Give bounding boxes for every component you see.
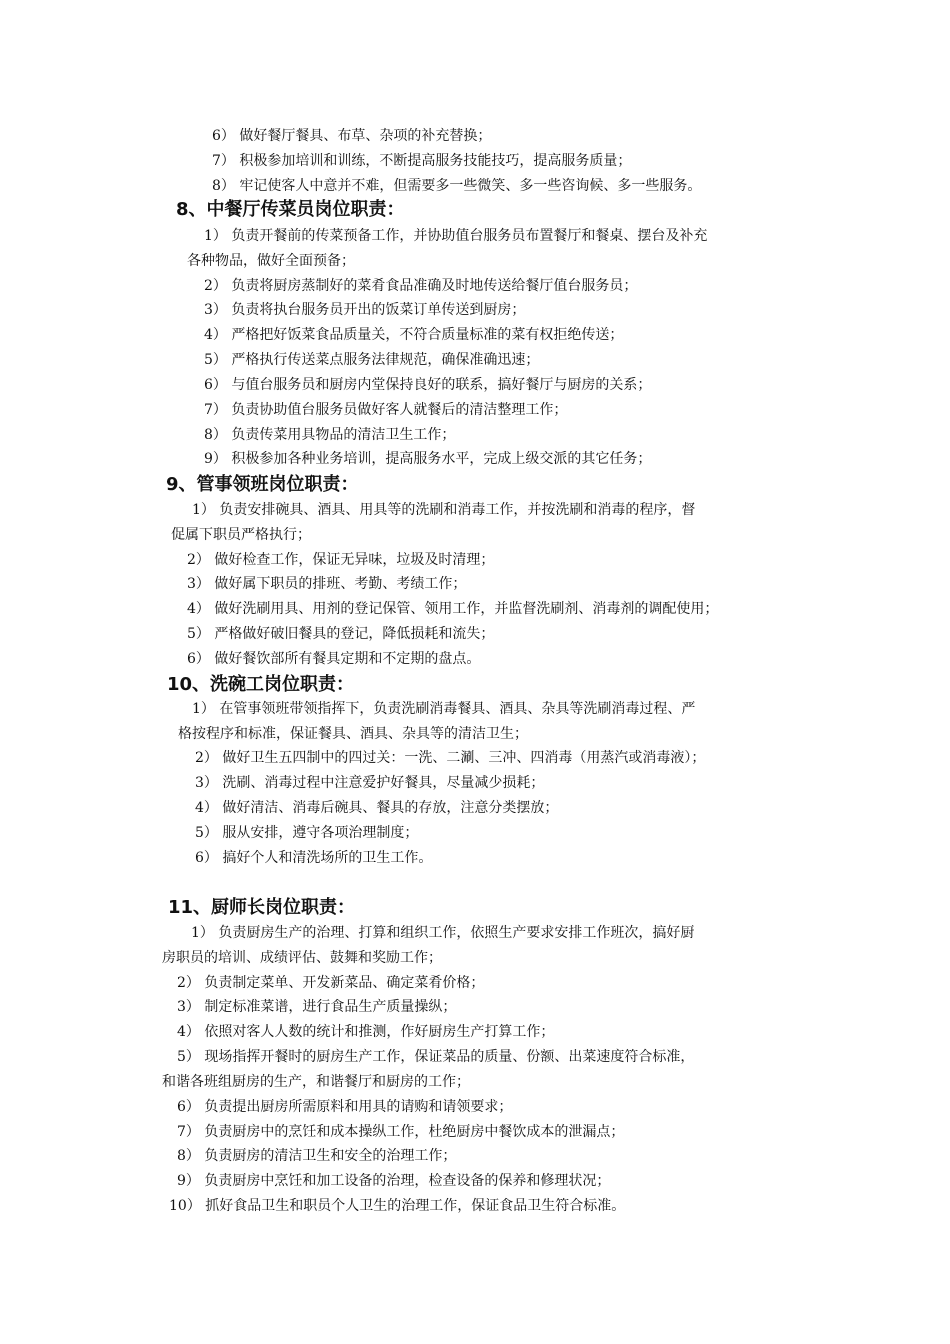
list-item: 7） 负责厨房中的烹饪和成本操纵工作，杜绝厨房中餐饮成本的泄漏点； xyxy=(177,1124,625,1140)
list-item: 9） 负责厨房中烹饪和加工设备的治理，检查设备的保养和修理状况； xyxy=(177,1173,611,1189)
list-item: 6） 搞好个人和清洗场所的卫生工作。 xyxy=(195,850,433,866)
list-item: 3） 制定标准菜谱，进行食品生产质量操纵； xyxy=(177,999,457,1015)
list-item: 8） 负责传菜用具物品的清洁卫生工作； xyxy=(204,427,456,443)
list-item: 1） 负责厨房生产的治理、打算和组织工作，依照生产要求安排工作班次，搞好厨 xyxy=(191,925,695,941)
list-item: 2） 负责制定菜单、开发新菜品、确定菜肴价格； xyxy=(177,975,485,991)
list-item: 2） 做好检查工作，保证无异味，垃圾及时清理； xyxy=(187,552,495,568)
list-item: 8） 负责厨房的清洁卫生和安全的治理工作； xyxy=(177,1148,457,1164)
list-item: 6） 与值台服务员和厨房内堂保持良好的联系，搞好餐厅与厨房的关系； xyxy=(204,377,652,393)
list-item: 6） 负责提出厨房所需原料和用具的请购和请领要求； xyxy=(177,1099,513,1115)
list-item: 5） 现场指挥开餐时的厨房生产工作，保证菜品的质量、份额、出菜速度符合标准， xyxy=(177,1049,695,1065)
list-item: 5） 服从安排，遵守各项治理制度； xyxy=(195,825,419,841)
list-item: 2） 负责将厨房蒸制好的菜肴食品准确及时地传送给餐厅值台服务员； xyxy=(204,278,638,294)
list-item: 6） 做好餐饮部所有餐具定期和不定期的盘点。 xyxy=(187,651,481,667)
list-item: 3） 做好属下职员的排班、考勤、考绩工作； xyxy=(187,576,467,592)
list-item: 9） 积极参加各种业务培训，提高服务水平，完成上级交派的其它任务； xyxy=(204,451,652,467)
list-item: 3） 负责将执台服务员开出的饭菜订单传送到厨房； xyxy=(204,302,526,318)
list-item-continuation: 房职员的培训、成绩评估、鼓舞和奖励工作； xyxy=(162,950,442,966)
list-item: 5） 严格执行传送菜点服务法律规范，确保准确迅速； xyxy=(204,352,540,368)
list-item: 1） 在管事领班带领指挥下，负责洗刷消毒餐具、酒具、杂具等洗刷消毒过程、严 xyxy=(192,701,696,717)
list-item: 4） 严格把好饭菜食品质量关，不符合质量标准的菜有权拒绝传送； xyxy=(204,327,624,343)
list-item-continuation: 促属下职员严格执行； xyxy=(171,527,311,543)
list-item: 4） 做好清洁、消毒后碗具、餐具的存放，注意分类摆放； xyxy=(195,800,559,816)
section-heading-10: 10、洗碗工岗位职责： xyxy=(167,674,355,695)
list-item: 4） 依照对客人人数的统计和推测，作好厨房生产打算工作； xyxy=(177,1024,555,1040)
list-item: 10） 抓好食品卫生和职员个人卫生的治理工作，保证食品卫生符合标准。 xyxy=(169,1198,626,1214)
list-item: 5） 严格做好破旧餐具的登记，降低损耗和流失； xyxy=(187,626,495,642)
list-item: 2） 做好卫生五四制中的四过关：一洗、二涮、三冲、四消毒（用蒸汽或消毒液）； xyxy=(195,750,706,766)
section-heading-9: 9、管事领班岗位职责： xyxy=(166,474,359,495)
list-item: 1） 负责开餐前的传菜预备工作，并协助值台服务员布置餐厅和餐桌、摆台及补充 xyxy=(204,228,708,244)
list-item: 7） 负责协助值台服务员做好客人就餐后的清洁整理工作； xyxy=(204,402,568,418)
list-item: 7） 积极参加培训和训练，不断提高服务技能技巧，提高服务质量； xyxy=(212,153,632,169)
list-item: 6） 做好餐厅餐具、布草、杂项的补充替换； xyxy=(212,128,492,144)
list-item-continuation: 和谐各班组厨房的生产，和谐餐厅和厨房的工作； xyxy=(162,1074,470,1090)
list-item: 8） 牢记使客人中意并不难，但需要多一些微笑、多一些咨询候、多一些服务。 xyxy=(212,178,702,194)
section-heading-11: 11、厨师长岗位职责： xyxy=(168,897,356,918)
section-heading-8: 8、中餐厅传菜员岗位职责： xyxy=(176,199,405,220)
list-item-continuation: 格按程序和标准，保证餐具、酒具、杂具等的清洁卫生； xyxy=(178,726,528,742)
list-item: 1） 负责安排碗具、酒具、用具等的洗刷和消毒工作，并按洗刷和消毒的程序，督 xyxy=(192,502,696,518)
list-item-continuation: 各种物品，做好全面预备； xyxy=(187,253,355,269)
list-item: 4） 做好洗刷用具、用剂的登记保管、领用工作，并监督洗刷剂、消毒剂的调配使用； xyxy=(187,601,719,617)
list-item: 3） 洗刷、消毒过程中注意爱护好餐具，尽量减少损耗； xyxy=(195,775,545,791)
